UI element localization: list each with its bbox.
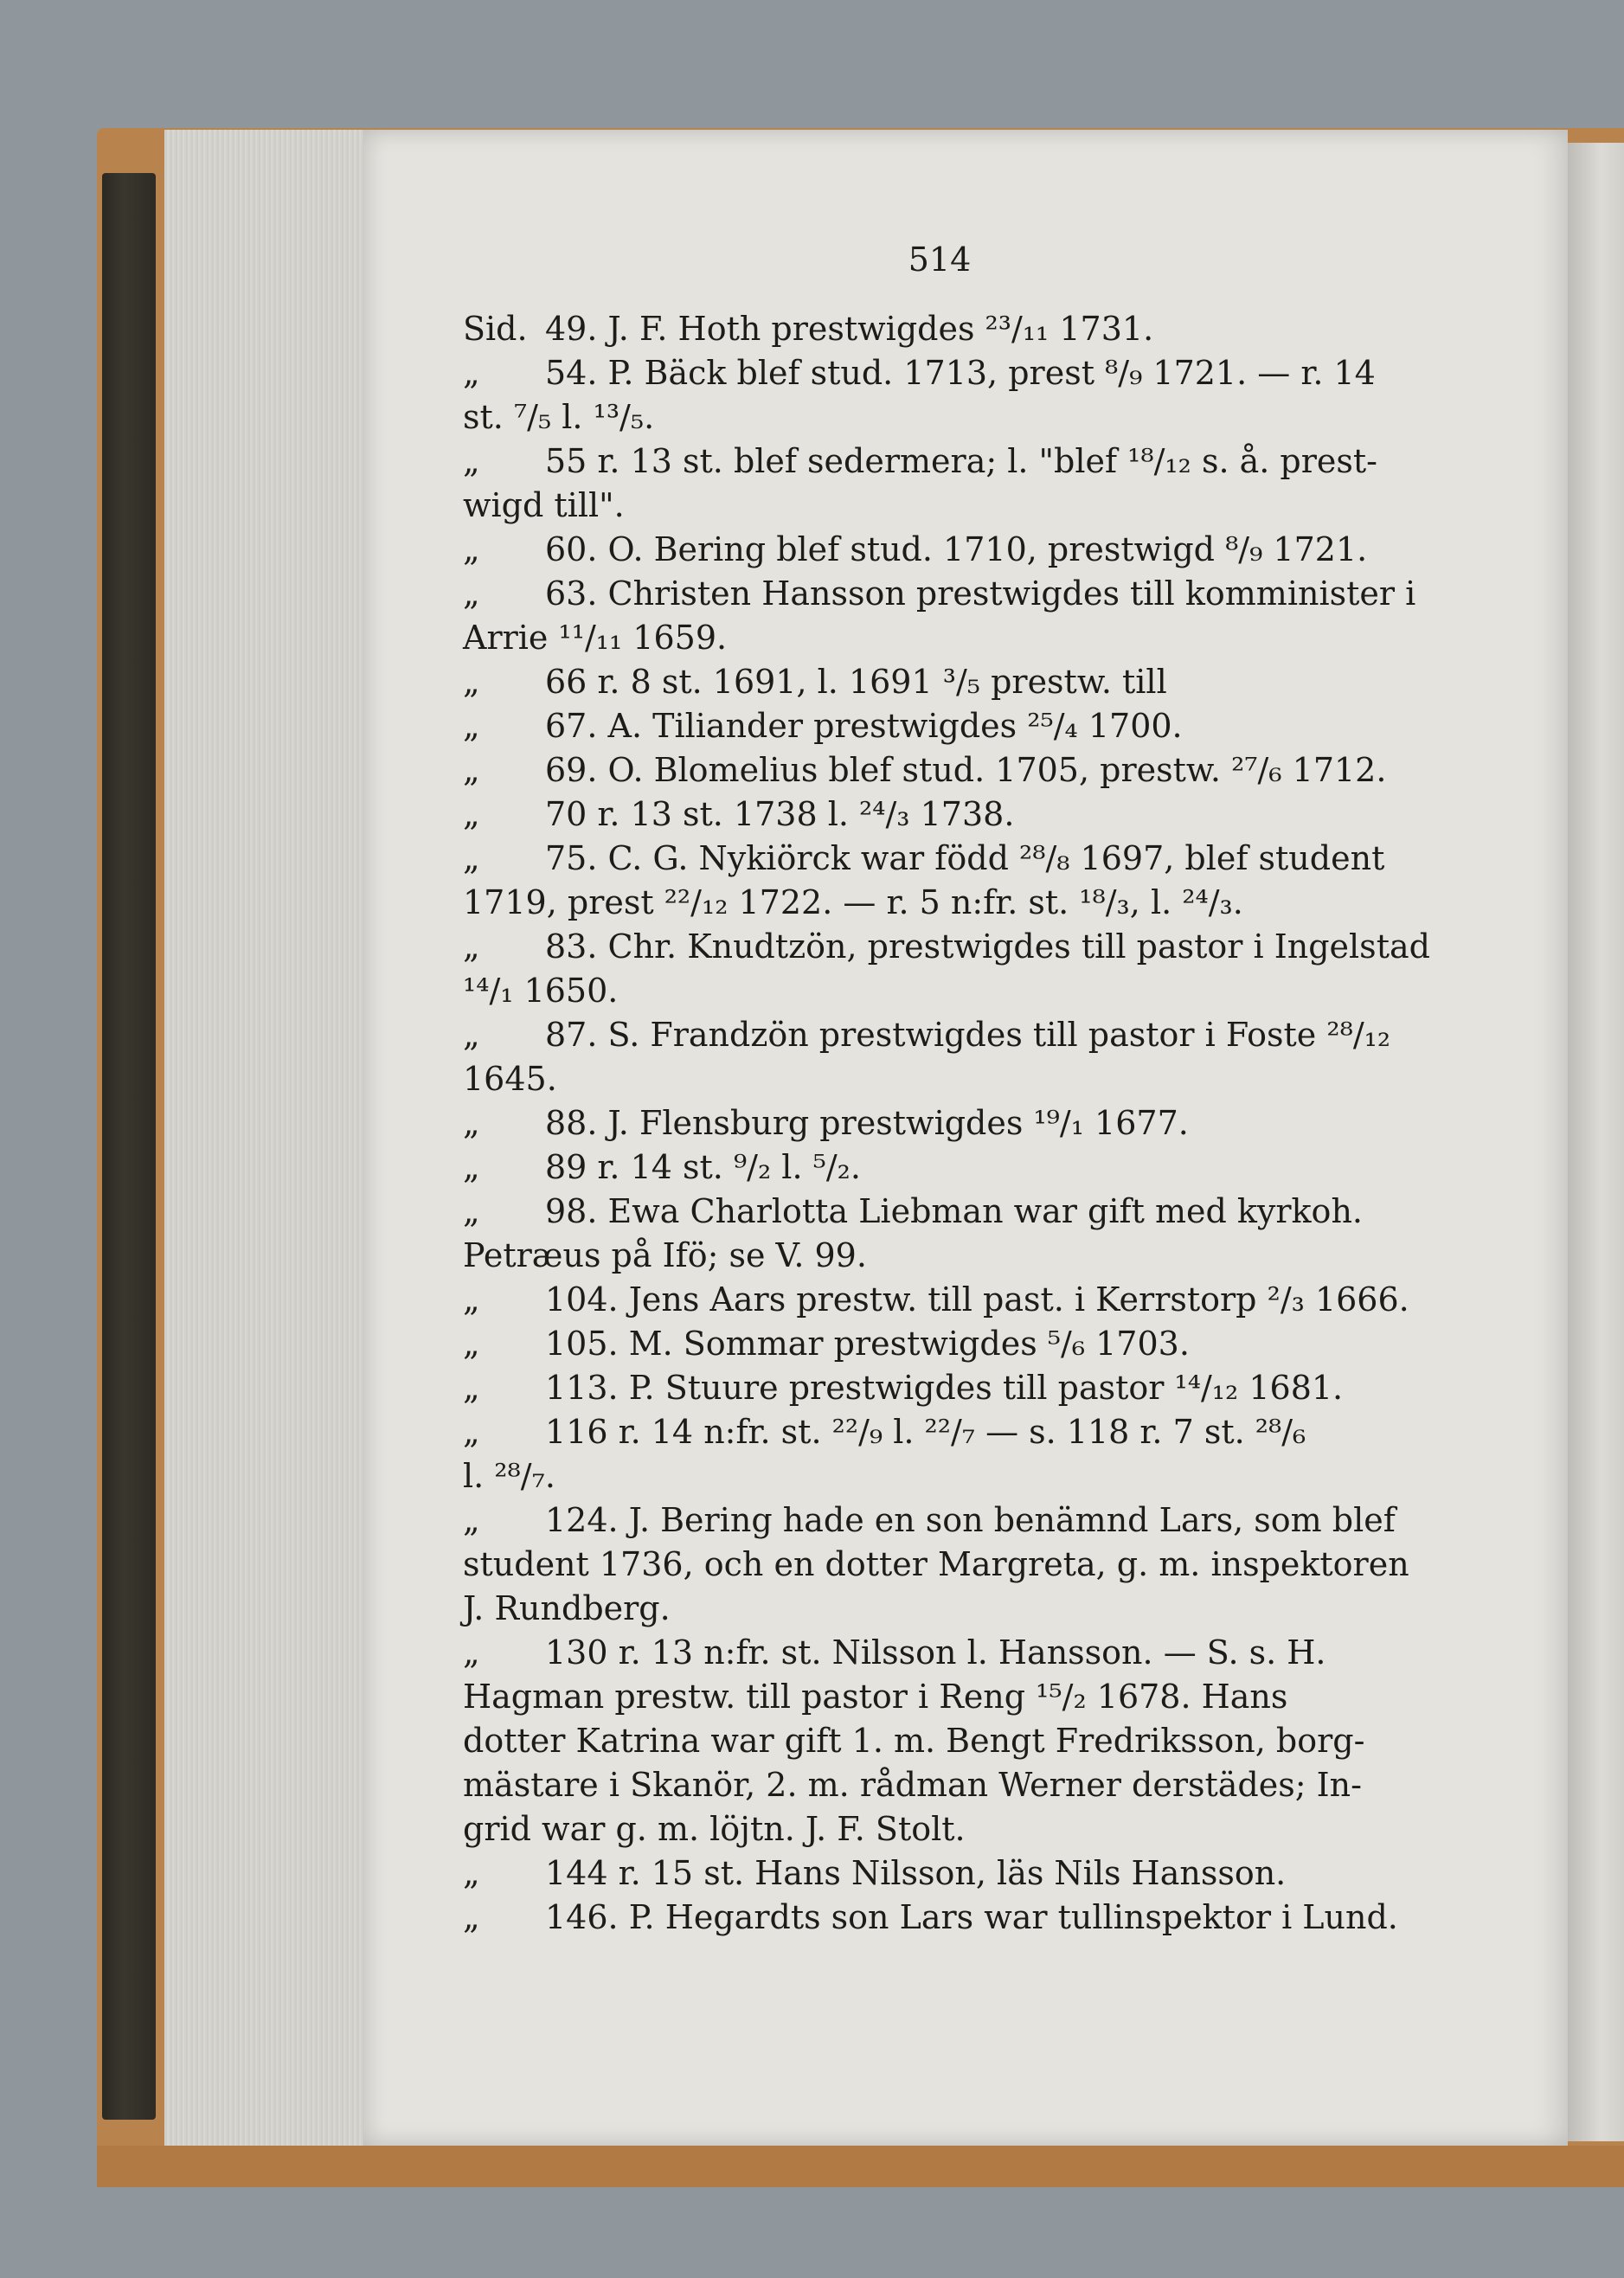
text-line: student 1736, och en dotter Margreta, g. m. inspektoren [463, 1545, 1409, 1583]
text-line: Hagman prestw. till pastor i Reng ¹⁵/₂ 1678. Hans [463, 1678, 1288, 1716]
errata-entry [463, 351, 1423, 440]
errata-entry [463, 1631, 1423, 1851]
page-text [463, 307, 1430, 1940]
text-line: grid war g. m. löjtn. J. F. Stolt. [463, 1810, 966, 1848]
errata-entry [463, 1896, 1423, 1940]
text-line: ¹⁴/₁ 1650. [463, 972, 619, 1010]
errata-entry [463, 660, 1423, 704]
text-line: 116 r. 14 n:fr. st. ²²/₉ l. ²²/₇ — s. 118 r. 7 st. ²⁸/₆ [545, 1413, 1306, 1451]
errata-entry [463, 440, 1423, 528]
text-line: st. ⁷/₅ l. ¹³/₅. [463, 398, 655, 436]
text-line: 130 r. 13 n:fr. st. Nilsson l. Hansson. — S. s. H. [545, 1633, 1326, 1672]
text-line: wigd till". [463, 486, 625, 524]
book-page [363, 130, 1568, 2146]
entry-marker: „ [463, 1854, 480, 1892]
entry-marker: „ [463, 839, 480, 877]
book-spine [102, 173, 156, 2120]
entry-marker: „ [463, 1501, 480, 1539]
errata-entry [463, 925, 1430, 1013]
text-line: 66 r. 8 st. 1691, l. 1691 ³/₅ prestw. till [545, 663, 1167, 701]
text-line: 146. P. Hegardts son Lars war tullinspektor i Lund. [545, 1898, 1398, 1936]
facing-page-edge [1568, 143, 1624, 2141]
entry-marker: „ [463, 1148, 480, 1186]
errata-entry [463, 748, 1423, 792]
entry-marker: „ [463, 1192, 480, 1230]
entry-marker: „ [463, 1898, 480, 1936]
text-line: 60. O. Bering blef stud. 1710, prestwigd ⁸/₉ 1721. [545, 530, 1368, 568]
text-line: 104. Jens Aars prestw. till past. i Kerrstorp ²/₃ 1666. [545, 1280, 1409, 1319]
text-line: 105. M. Sommar prestwigdes ⁵/₆ 1703. [545, 1325, 1190, 1363]
errata-entry [463, 1013, 1423, 1101]
text-line: 1719, prest ²²/₁₂ 1722. — r. 5 n:fr. st. ¹⁸/₃, l. ²⁴/₃. [463, 883, 1243, 921]
entry-marker: „ [463, 574, 480, 613]
entry-marker: „ [463, 1369, 480, 1407]
text-line: 69. O. Blomelius blef stud. 1705, prestw. ²⁷/₆ 1712. [545, 751, 1387, 789]
text-line: 1645. [463, 1060, 557, 1098]
errata-entry [463, 837, 1423, 925]
entry-marker: „ [463, 663, 480, 701]
text-line: Petræus på Ifö; se V. 99. [463, 1236, 867, 1274]
page-number: 514 [908, 241, 972, 279]
errata-entry [463, 307, 1423, 351]
entry-marker: „ [463, 530, 480, 568]
text-line: 70 r. 13 st. 1738 l. ²⁴/₃ 1738. [545, 795, 1015, 833]
text-line: 75. C. G. Nykiörck war född ²⁸/₈ 1697, blef student [545, 839, 1385, 877]
errata-entry [463, 704, 1423, 748]
text-line: 83. Chr. Knudtzön, prestwigdes till pastor i Ingelstad [545, 927, 1430, 966]
entry-marker: „ [463, 354, 480, 392]
errata-entry [463, 1498, 1423, 1631]
text-line: 98. Ewa Charlotta Liebman war gift med kyrkoh. [545, 1192, 1363, 1230]
entry-marker: „ [463, 795, 480, 833]
text-line: 63. Christen Hansson prestwigdes till komminister i [545, 574, 1416, 613]
errata-entry [463, 1101, 1423, 1145]
errata-entry [463, 1190, 1423, 1278]
entry-marker: „ [463, 1633, 480, 1672]
entry-marker: „ [463, 1016, 480, 1054]
text-line: l. ²⁸/₇. [463, 1457, 555, 1495]
entry-marker: „ [463, 751, 480, 789]
errata-entry [463, 1145, 1423, 1190]
errata-entry [463, 1278, 1423, 1322]
entry-marker: „ [463, 1325, 480, 1363]
entry-marker: „ [463, 707, 480, 745]
text-line: mästare i Skanör, 2. m. rådman Werner derstädes; In- [463, 1766, 1362, 1804]
errata-entry [463, 792, 1423, 837]
text-line: 55 r. 13 st. blef sedermera; l. "blef ¹⁸/₁₂ s. å. prest- [545, 442, 1378, 480]
text-line: 87. S. Frandzön prestwigdes till pastor i Foste ²⁸/₁₂ [545, 1016, 1391, 1054]
errata-entry [463, 1366, 1423, 1410]
errata-entry [463, 1410, 1423, 1498]
page-edges [164, 130, 371, 2146]
text-line: dotter Katrina war gift 1. m. Bengt Fredriksson, borg- [463, 1722, 1365, 1760]
text-line: 144 r. 15 st. Hans Nilsson, läs Nils Hansson. [545, 1854, 1287, 1892]
text-line: 88. J. Flensburg prestwigdes ¹⁹/₁ 1677. [545, 1104, 1189, 1142]
text-line: 67. A. Tiliander prestwigdes ²⁵/₄ 1700. [545, 707, 1183, 745]
entry-marker: „ [463, 1280, 480, 1319]
entry-marker: „ [463, 1413, 480, 1451]
errata-entry [463, 1322, 1423, 1366]
errata-entry [463, 1851, 1423, 1896]
text-line: 124. J. Bering hade en son benämnd Lars, som blef [545, 1501, 1396, 1539]
entry-marker: „ [463, 927, 480, 966]
errata-entry [463, 528, 1423, 572]
text-line: 49. J. F. Hoth prestwigdes ²³/₁₁ 1731. [545, 310, 1154, 348]
entry-marker: „ [463, 442, 480, 480]
text-line: 54. P. Bäck blef stud. 1713, prest ⁸/₉ 1721. — r. 14 [545, 354, 1376, 392]
text-line: 113. P. Stuure prestwigdes till pastor ¹⁴/₁₂ 1681. [545, 1369, 1344, 1407]
text-line: Arrie ¹¹/₁₁ 1659. [463, 619, 728, 657]
text-line: 89 r. 14 st. ⁹/₂ l. ⁵/₂. [545, 1148, 861, 1186]
entry-marker: Sid. [463, 310, 528, 348]
text-line: J. Rundberg. [463, 1589, 671, 1627]
errata-entry [463, 572, 1423, 660]
entry-marker: „ [463, 1104, 480, 1142]
book-bottom-edge [97, 2146, 1624, 2187]
